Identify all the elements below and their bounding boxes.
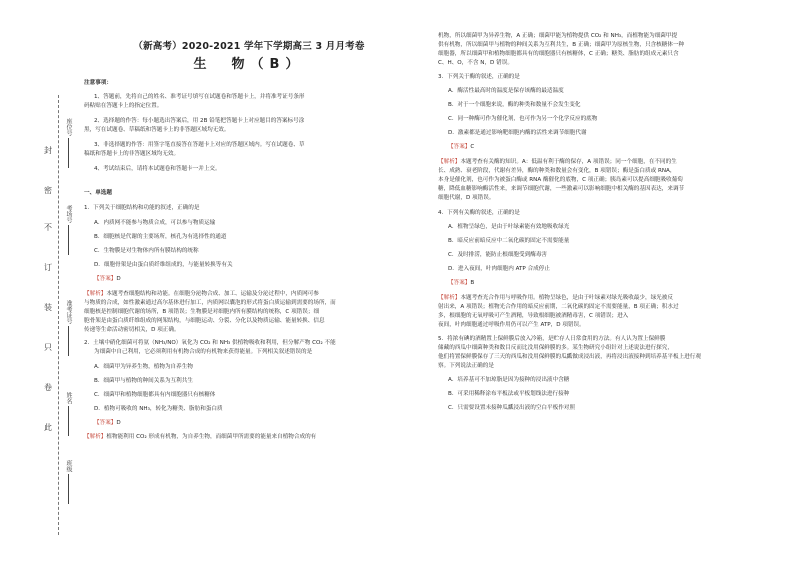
text-line: 1、答题前，先将自己的姓名、准考证号填写在试题卷和答题卡上，并将准考证号条形 xyxy=(94,94,305,100)
text-line: 【答案】B xyxy=(448,280,475,286)
text-line: 细胞核是控制细胞代谢的场所，B 项错误；生物膜是对细胞内所有膜结构的统称，C 项错误；细 xyxy=(84,309,320,315)
text-line: 传递等生命活动密切相关，D 项正确。 xyxy=(84,327,180,333)
seal-char: 订 xyxy=(44,263,52,272)
text-line: C．同一种酶可作为催化剂，也可作为另一个化学反应的底物 xyxy=(448,116,598,122)
text-line: 胞骨架是由蛋白质纤维组成的网架结构，与细胞运动、分裂、分化以及物质运输、能量转换、信息 xyxy=(84,318,325,324)
name-label: 姓名 xyxy=(64,392,73,436)
text-line: 稿纸和答题卡上的非答题区域均无效。 xyxy=(84,151,180,157)
text-line: A．细菌甲为异养生物，植物为自养生物 xyxy=(94,364,193,370)
text-line: D．进入夜间，叶肉细胞内 ATP 合成停止 xyxy=(448,266,550,272)
class-label: 班级 xyxy=(64,460,73,504)
text-line: 多，根细胞的无氧呼吸可产生酒精，导致根细胞被酒精毒害，C 项错误；进入 xyxy=(438,313,629,319)
text-line: 射出来，A 项错误；植物光合作用的暗反应前期，二氧化碳的固定不需要能量，B 项正确；积水过 xyxy=(438,304,679,310)
text-line: C．只需要设置未接种瓜瓤浸出液的空白平板作对照 xyxy=(448,405,575,411)
text-line: D．植物可吸收的 NH₃，转化为糖类、脂肪和蛋白质 xyxy=(94,406,223,412)
seat-number-label: 座位号 xyxy=(64,118,73,168)
text-line: 细胞代谢，D 项错误。 xyxy=(438,195,495,201)
text-line: 糖，降低血糖影响酶活性来，来调节细胞代谢，一些激素可以影响细胞中相关酶的基因表达，来调节 xyxy=(438,186,685,192)
seal-char: 不 xyxy=(44,223,52,232)
text-line: 1．下列关于细胞结构和功能的叙述，正确的是 xyxy=(84,205,200,211)
seal-char: 装 xyxy=(44,303,52,312)
text-line: 储藏的西瓜中细菌种类和数目反而比没用保鲜膜的多。某生物研究小组针对上述说法进行探究， xyxy=(438,345,673,351)
text-line: 为细菌中自己利用，它必须利用有机物合成的有机物来获得能量。下列相关叙述错误的是 xyxy=(94,349,313,355)
text-line: 细胞器，所以细菌甲和植物细胞都具有的细胞器只有核糖体，C 正确；糖类、脂肪的组成元素只含 xyxy=(438,51,679,57)
text-line: B．暗反应前暗反应中二氧化碳的固定不需要能量 xyxy=(448,238,570,244)
text-line: D．细胞骨架是由蛋白质纤维组成的，与能量转换等有关 xyxy=(94,262,233,268)
text-line: 3、非选择题的作答：用签字笔直接答在答题卡上对应的答题区域内。写在试题卷、草 xyxy=(94,142,305,148)
text-line: B．细胞核是代谢的主要场所，核孔为有选择性的通道 xyxy=(94,234,227,240)
seal-char: 此 xyxy=(44,423,52,432)
text-line: 【答案】D xyxy=(94,420,121,426)
text-line: 本身是催化剂，也可作为被蛋白酶或 RNA 酶催化的底物，C 项正确；胰岛素可以提高细胞吸收葡萄 xyxy=(438,177,683,183)
binding-strip xyxy=(0,0,80,561)
text-line: 2、选择题的作答：每小题选出答案后，用 2B 铅笔把答题卡上对应题目的答案标号涂 xyxy=(94,118,305,124)
ticket-number-label: 准考证号 xyxy=(64,300,73,356)
text-line: 【解析】植物能利用 CO₂ 形成有机物，为自养生物，而细菌甲所需要的能量来自植物合成的有 xyxy=(84,434,317,440)
text-line: C、H、O，不含 N，D 错误。 xyxy=(438,60,513,66)
text-line: 注意事项： xyxy=(84,80,112,86)
text-line: C．及时排涝，能防止根细胞受到酶毒害 xyxy=(448,252,548,258)
text-line: 【解析】本题考查细胞结构和功能。在细胞分泌物合成、加工、运输及分泌过程中，内质网可参 xyxy=(84,291,319,297)
seal-char: 密 xyxy=(44,186,52,195)
text-line: 供有机物，所以细菌甲与植物的种间关系为互利共生，B 正确；细菌甲为原核生物，只含核糖体一种 xyxy=(438,42,685,48)
text-line: 察。下列说法正确的是 xyxy=(438,363,494,369)
text-line: D．激素都是通过影响靶细胞内酶的活性来调节细胞代谢 xyxy=(448,130,587,136)
exam-title: （新高考）2020-2021 学年下学期高三 3 月月考卷 xyxy=(133,41,365,52)
text-line: 一、单选题 xyxy=(84,190,112,196)
text-line: A．酶活性最高时的温度是保存该酶的最适温度 xyxy=(448,88,564,94)
text-line: 5．将浓有碘的酒精置上保鲜膜后放入冷箱，是贮存人日常食用的方法。有人认为置上保鲜膜 xyxy=(438,336,666,342)
text-line: 与物质的合成，如性激素通过高尔基体进行加工，内质网以囊泡的形式将蛋白质运输到需要的场所，而 xyxy=(84,300,336,306)
text-line: C．细菌甲和植物细胞都具有内细胞器只有核糖体 xyxy=(94,392,216,398)
text-line: C．生物膜是对生物体内所有膜结构的统称 xyxy=(94,248,199,254)
text-line: 2．土壤中硝化细菌可将氨（NH₃/NO）氧化为 CO₂ 和 NH₃ 供植物吸收和利用，但分解产物 CO₂ 不能 xyxy=(84,340,336,346)
text-line: 黑，写在试题卷、草稿纸和答题卡上的非答题区域均无效。 xyxy=(84,127,230,133)
seal-char: 封 xyxy=(44,146,52,155)
binding-dashed-line xyxy=(58,95,59,535)
text-line: 【解析】本题考查有关酶的知识。A：低温有利于酶的保存，A 项错误；同一个细胞，在不同的生 xyxy=(438,159,677,165)
text-line: 他们将置保鲜膜保存了三天的西瓜和没用保鲜膜的瓜瓤做成浸出液，再将浸出液接种到培养基平板上进行观 xyxy=(438,354,701,360)
exam-room-label: 考场号 xyxy=(64,205,73,255)
text-line: 夜间，叶肉细胞通过呼吸作用仍可以产生 ATP，D 项错误。 xyxy=(438,322,585,328)
text-line: A．内质网不能参与物质合成，可以参与物质运输 xyxy=(94,220,216,226)
text-line: 码粘贴在答题卡上的指定位置。 xyxy=(84,103,163,109)
text-line: 【解析】本题考查光合作用与呼吸作用。植物呈绿色，是由于叶绿素对绿光吸收最少，绿光被反 xyxy=(438,295,673,301)
text-line: B．细菌甲与植物的种间关系为互利共生 xyxy=(94,378,193,384)
text-line: 4、考试结束后，请将本试题卷和答题卡一并上交。 xyxy=(94,166,221,172)
text-line: 3．下列关于酶的叙述，正确的是 xyxy=(438,74,520,80)
seal-char: 只 xyxy=(44,343,52,352)
text-line: B．对于一个细胞来说，酶的种类和数量不会发生变化 xyxy=(448,102,581,108)
exam-subject: 生 物（B） xyxy=(193,57,305,72)
text-line: A．植物呈绿色，是由于叶绿素能有效地吸收绿光 xyxy=(448,224,570,230)
text-line: 【答案】C xyxy=(448,144,475,150)
seal-char: 卷 xyxy=(44,383,52,392)
text-line: B．可采用稀释涂布平板法或平板划线法进行接种 xyxy=(448,391,570,397)
text-line: 机物，所以细菌甲为异养生物，A 正确；细菌甲能为植物提供 CO₂ 和 NH₃，而植物能为细菌甲提 xyxy=(438,33,678,39)
text-line: 4．下列有关酶的叙述，正确的是 xyxy=(438,210,520,216)
text-line: 【答案】D xyxy=(94,276,121,282)
text-line: A．培养基可不加琼脂是因为接种的浸出液中含糖 xyxy=(448,377,570,383)
text-line: 长、成熟、衰老阶段，代谢有差异，酶的种类和数量会有变化，B 项错误；酶是蛋白质或 RNA， xyxy=(438,168,676,174)
